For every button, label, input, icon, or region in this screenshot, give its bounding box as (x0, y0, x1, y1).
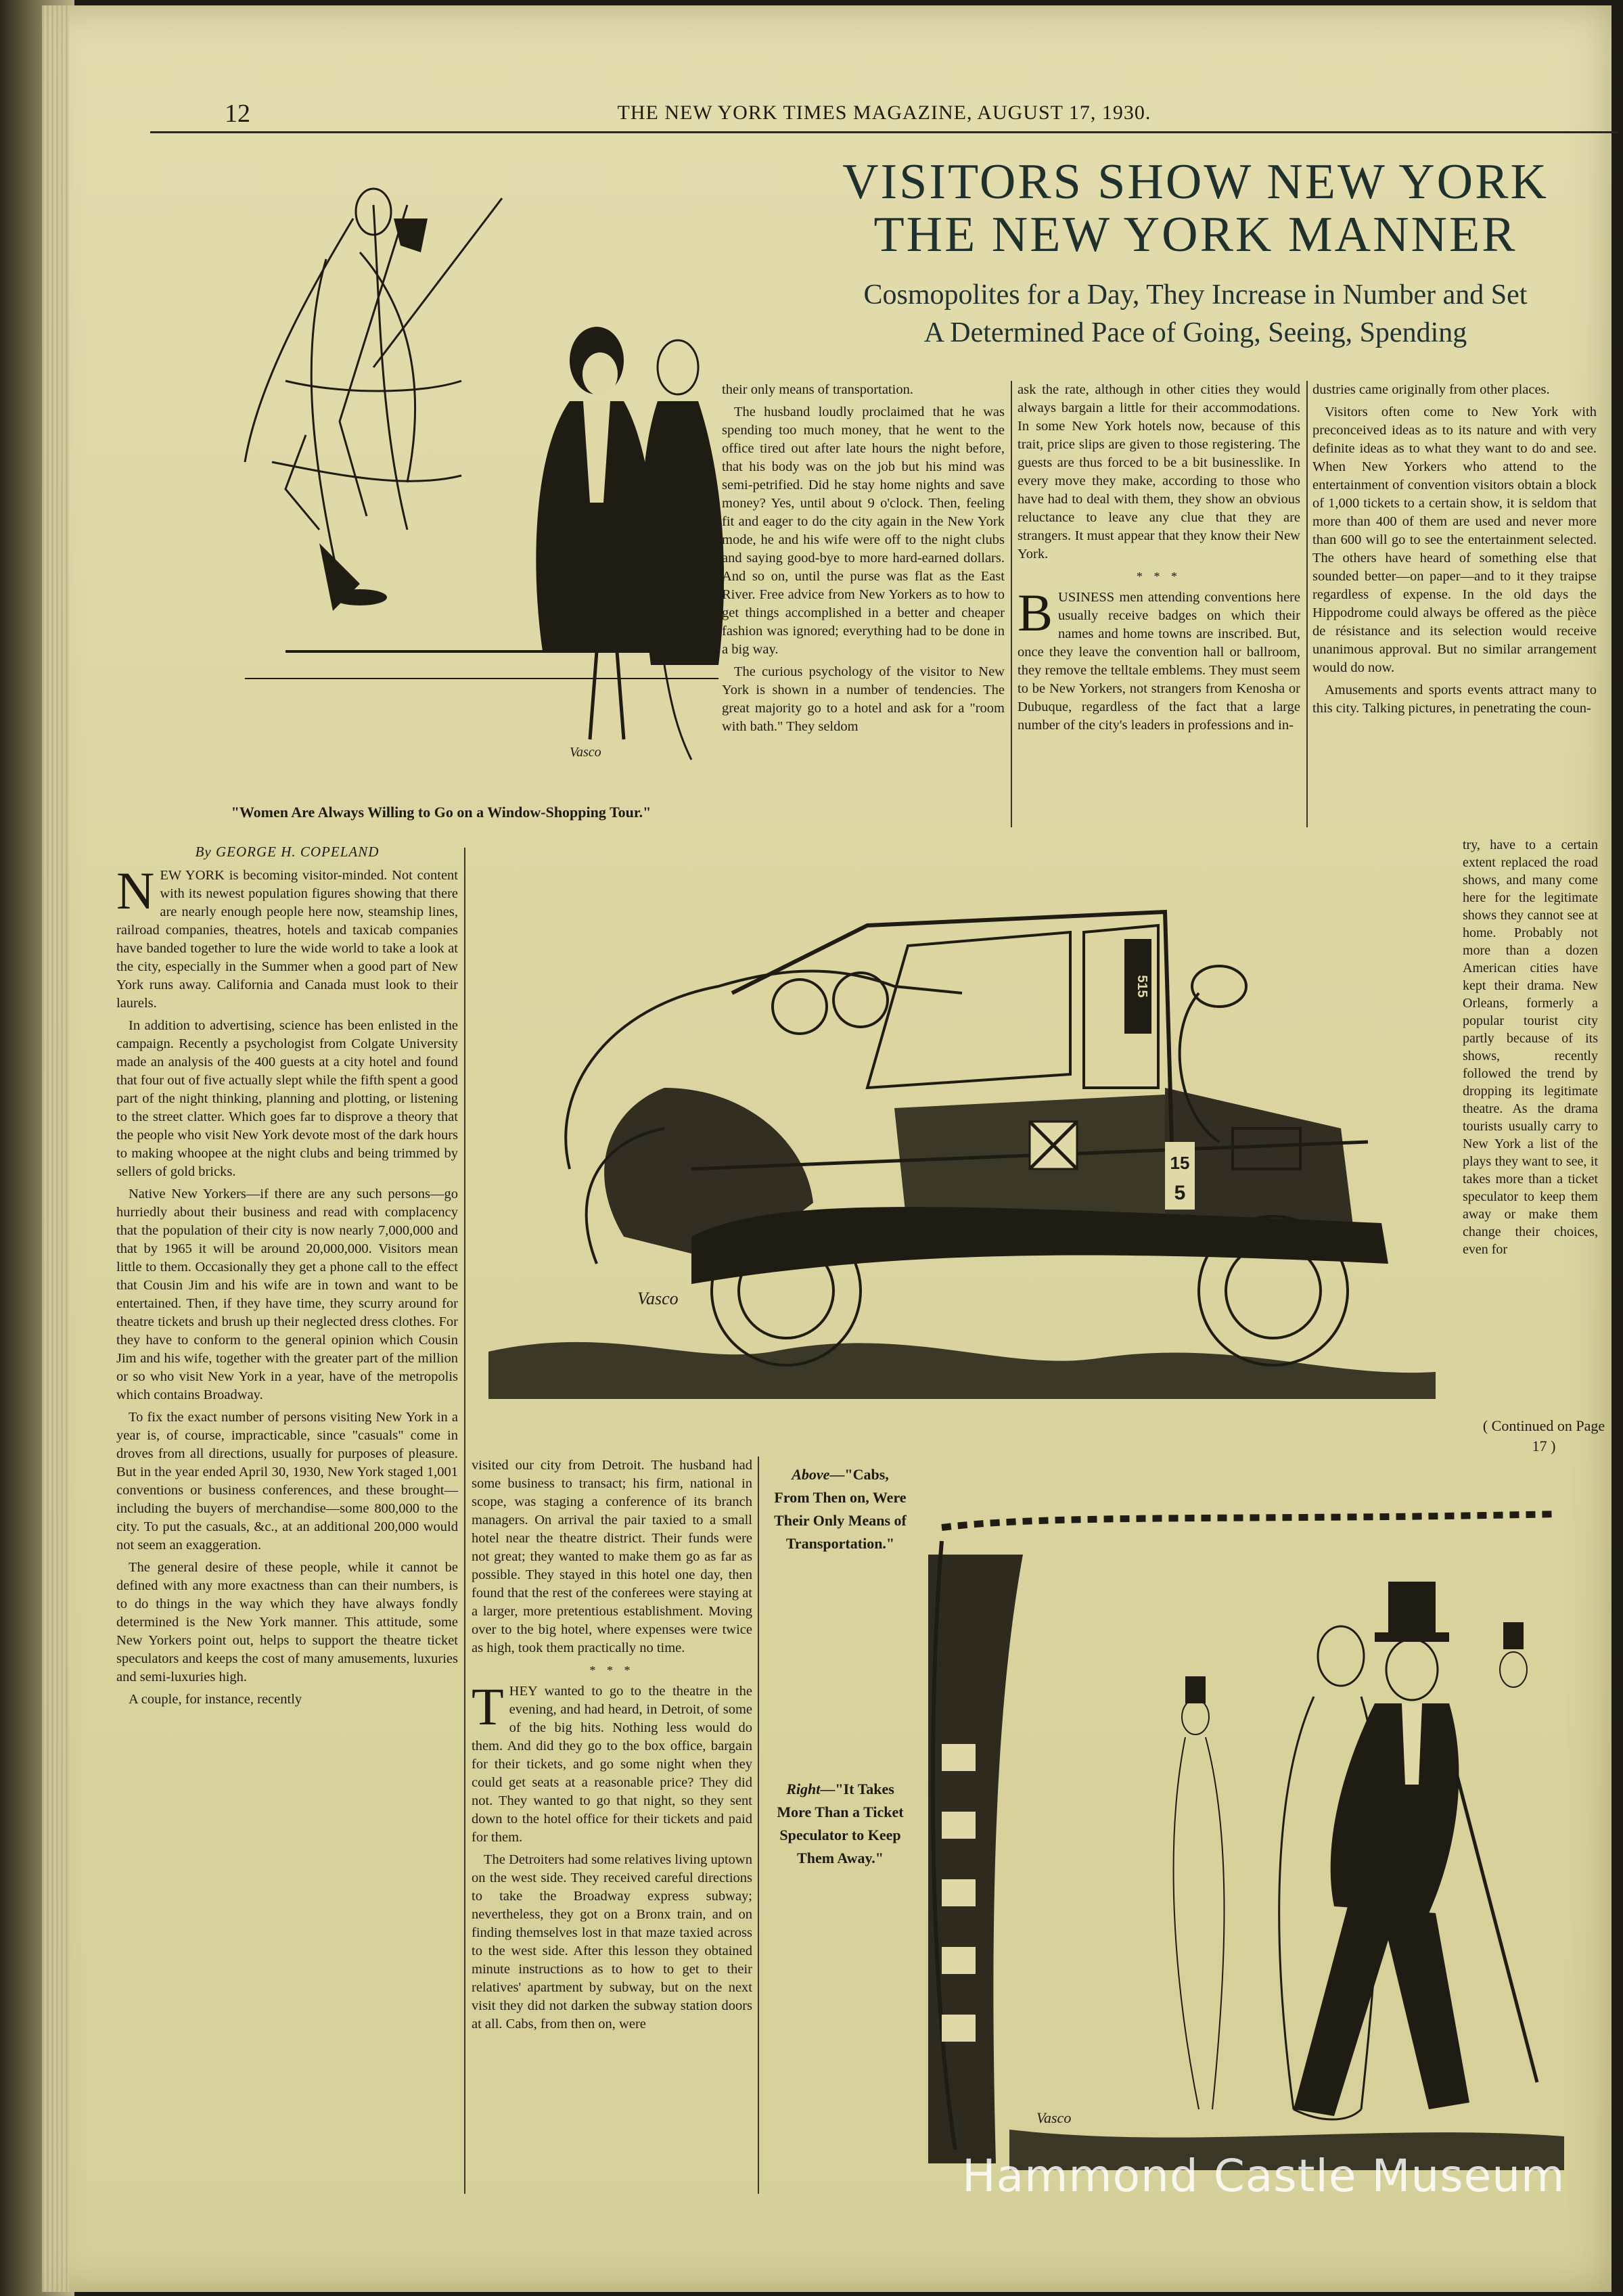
page-header (150, 99, 1618, 133)
subheadline-line2: A Determined Pace of Going, Seeing, Spending (923, 317, 1467, 348)
section-break-2: * * * (589, 1663, 635, 1677)
col4-paragraph-1: ask the rate, although in other cities they would always bargain a little for their accommodations. In some New York hotels now, because of this trait, price slips are given to those registering. The guests are thus forced to be a bit businesslike. In every move they make, according to those who have had to deal with them, they show an obvious reluctance to leave any clue that they are strangers. It must appear that they know their New York. (1018, 382, 1300, 561)
col1-paragraph-6: A couple, for instance, recently (129, 1692, 302, 1707)
column-rule-4 (1306, 381, 1308, 827)
dropcap-b: B (1018, 583, 1053, 642)
col1-paragraph-3: Native New Yorkers—if there are any such persons—go hurriedly about their business and read with complacency that the population of their city is now nearly 7,000,000 and that by 1965 it will be around 20,000,000. Visitors mean little to them. Occasionally they get a phone call to the effect that Cousin Jim and his wife are in town and want to be entertained. Then, if they have time, they scurry around for theatre tickets and brush up their neglected dress clothes. For they have to conform to the general opinion which Cousin Jim and his wife, together with the greater part of the million or so who visit New York in a year, have of the metropolis which contains Broadway. (116, 1187, 458, 1402)
newspaper-page (42, 5, 1611, 2292)
caption-window-shopping: "Women Are Always Willing to Go on a Window-Shopping Tour." (231, 804, 652, 821)
page-stack-edges (42, 5, 69, 2292)
article-column-2 (472, 1456, 752, 2038)
col5-paragraph-4: try, have to a certain extent replaced the road shows, and many come here for the legitimate shows they cannot see at home. Probably not more than a dozen American cities have kept their drama. New Orleans, formerly a popular tourist city partly because of its shows, recently followed the trend by dropping its legitimate theatre. As the drama tourists usually carry to New York a list of the plays they want to see, it takes more than a ticket speculator to keep them away or make them change their choices, even for (1463, 837, 1598, 1257)
col1-paragraph-2: In addition to advertising, science has been enlisted in the campaign. Recently a psychologist from Colgate University made an analysis of the 400 guests at a city hotel and found that four out of five actually slept while the fifth spent a good part of the night thinking, planning and plotting, or listening to the street clatter. Which goes far to disprove a theory that the people who visit New York devote most of the dark hours to making whoopee at the night clubs and being trimmed by sellers of gold bricks. (116, 1018, 458, 1179)
dropcap-t: T (472, 1677, 504, 1736)
taxi-plate: 5 (1174, 1182, 1186, 1204)
col5-paragraph-3: Amusements and sports events attract many to this city. Talking pictures, in penetrating the coun- (1312, 683, 1597, 716)
theatre-artist-signature: Vasco (1036, 2109, 1072, 2126)
headline-line2: THE NEW YORK MANNER (873, 207, 1517, 262)
taxi-illustration (488, 885, 1449, 1399)
col3-paragraph-2: The husband loudly proclaimed that he was spending too much money, that he went to the office tired out after late hours the night before, that his body was on the job but his mind was semi-petrified. Did he stay home nights and save money? Yes, until about 9 o'clock. Then, feeling fit and eager to do the city again in the New York mode, he and his wife were off to the night clubs and saying good-bye to more hard-earned dollars. And so on, until the purse was flat as the East River. Free advice from New Yorkers as to how to get things accomplished in a better and cheaper fashion was ignored; everything had to be done in a big way. (722, 405, 1005, 657)
caption-right-label: Right (786, 1781, 821, 1797)
theatre-illustration (915, 1500, 1571, 2177)
col1-paragraph-4: To fix the exact number of persons visiting New York in a year is, of course, impracticable, since "casuals" come in droves from all directions, usually for purposes of pleasure. But in the year ended April 30, 1930, New York staged 1,001 conventions or business conferences, and these brought—including the buyers of merchandise—some 800,000 to the city. To put the casuals, &c., at an additional 200,000 would not seem an exaggeration. (116, 1410, 458, 1553)
page-number: 12 (225, 99, 250, 128)
col2-paragraph-1: visited our city from Detroit. The husband had some business to transact; his firm, national in scope, was staging a conference of its branch managers. On arrival the pair taxied to a small hotel near the theatre district. Their funds were not great; they wanted to make them go as far as possible. They stayed in this hotel one day, then found that the rest of the conferees were staying at a larger, more pretentious establishment. Moving over to the big hotel, where expenses were twice as high, took them practically no time. (472, 1458, 752, 1655)
headline-line1: VISITORS SHOW NEW YORK (842, 154, 1549, 210)
dropcap-n: N (116, 861, 155, 920)
museum-watermark: Hammond Castle Museum (962, 2150, 1565, 2202)
article-column-5-continuation (1463, 836, 1598, 1262)
col4-paragraph-2: BUSINESS men attending conventions here usually receive badges on which their names and home towns are inscribed. But, once they leave the convention hall or ballroom, they remove the telltale emblems. They must seem to be New Yorkers, not strangers from Kenosha or Dubuque, regardless of the fact that a large number of the city's leaders in professions and in- (1018, 583, 1300, 733)
column-rule-2 (758, 1456, 759, 2194)
article-column-4 (1018, 381, 1300, 739)
subheadline-line1: Cosmopolites for a Day, They Increase in Number and Set (863, 279, 1528, 311)
col5-paragraph-1: dustries came originally from other places. (1312, 382, 1550, 397)
article-column-5 (1312, 381, 1597, 722)
caption-above-label: Above (792, 1466, 830, 1483)
col5-paragraph-2: Visitors often come to New York with preconceived ideas as to its nature and with very definite ideas as to what they want to do and see. When New Yorkers who attend to the entertainment of convention visitors obtain a block of 1,000 tickets to a certain show, it is seldom that more than 400 of them are used and never more than 600 will go to see the entertainment selected. The others have heard of something else that sounded better—on paper—and to it they traipse regardless of expense. In the old days the Hippodrome could always be offered as the pièce de résistance and its selection would receive unanimous approval. But no similar arrangement would do now. (1312, 405, 1597, 675)
article-headline (746, 156, 1623, 352)
column-rule-1 (464, 848, 465, 2194)
taxi-number: 15 (1170, 1153, 1190, 1173)
col3-paragraph-1: their only means of transportation. (722, 382, 913, 397)
col3-paragraph-3: The curious psychology of the visitor to New York is shown in a number of tendencies. The great majority go to a hotel and ask for a "room with bath." They seldom (722, 664, 1005, 734)
col2-paragraph-2: THEY wanted to go to the theatre in the evening, and had heard, in Detroit, of some of the big hits. Nothing less would do them. And did they go to the box office, bargain for their tickets, and go some night when they could get seats at a reasonable price? They did not. They wanted to go that night, so they sent down to the hotel office for their tickets and paid for them. (472, 1677, 752, 1845)
col2-paragraph-3: The Detroiters had some relatives living uptown on the west side. They received careful directions to take the Broadway express subway; nevertheless, they got on a Bronx train, and on finding themselves lost in that maze taxied across to the west side. After this lesson they obtained minute instructions as to how to get to their relatives' apartment by subway, but on the next visit they did not darken the subway station doors at all. Cabs, from then on, were (472, 1852, 752, 2031)
taxi-sign: 515 (1135, 975, 1149, 998)
window-shopping-illustration (204, 178, 746, 780)
article-column-3 (722, 381, 1005, 740)
continued-notice: ( Continued on Page 17 ) (1482, 1417, 1605, 1454)
col1-paragraph-1: NEW YORK is becoming visitor-minded. Not content with its newest population figures showing that there are nearly enough people here now, steamship lines, railroad companies, theatres, hotels and taxicab companies have banded together to lure the wide world to take a look at the city, especially in the Summer when a good part of New York runs away. California and Canada must look to their laurels. (116, 861, 458, 1011)
artist-signature: Vasco (570, 745, 601, 760)
taxi-artist-signature: Vasco (637, 1289, 679, 1308)
running-head: THE NEW YORK TIMES MAGAZINE, AUGUST 17, 1930. (617, 101, 1151, 124)
column-rule-3 (1011, 381, 1012, 827)
caption-above: Above—"Cabs, From Then on, Were Their Only Means of Transportation." (774, 1466, 907, 1552)
section-break: * * * (1137, 570, 1181, 583)
article-column-1 (116, 843, 458, 1713)
byline: By GEORGE H. COPELAND (195, 844, 380, 860)
col1-paragraph-5: The general desire of these people, while it cannot be defined with any more exactness than can their numbers, is to do things in the way which they have always fondly determined is the New York manner. This attitude, some New Yorkers point out, helps to support the theatre ticket speculators and keeps the cost of many amusements, luxuries and semi-luxuries high. (116, 1560, 458, 1684)
caption-right: Right—"It Takes More Than a Ticket Speculator to Keep Them Away." (777, 1781, 904, 1866)
